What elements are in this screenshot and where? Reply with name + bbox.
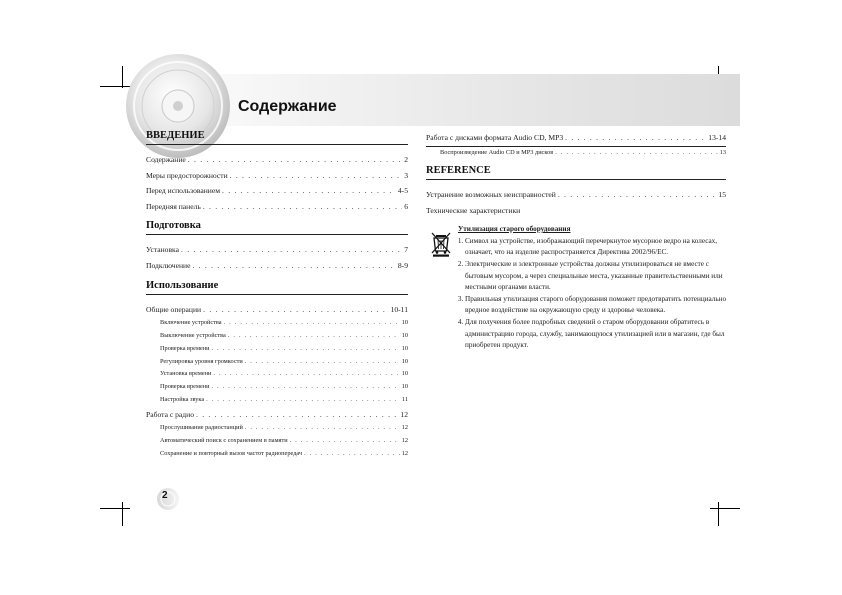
- leader-dots: [181, 242, 402, 258]
- toc-entry-label: Содержание: [146, 155, 186, 164]
- toc-entry-page: 10: [401, 370, 408, 378]
- toc-entry[interactable]: [146, 199, 408, 215]
- toc-entry-page: 10: [401, 344, 408, 352]
- leader-dots: [212, 343, 400, 356]
- crossed-bin-icon: [430, 231, 452, 257]
- toc-entry-label: Регулировка уровня громкости: [160, 357, 243, 365]
- leader-dots: [228, 330, 400, 343]
- toc-entry-label: Технические характеристики: [426, 205, 521, 215]
- toc-entry-page: 6: [404, 201, 408, 211]
- toc-entry-label: Меры предосторожности: [146, 170, 228, 180]
- crop-mark: [122, 502, 123, 526]
- toc-entry-label: Включение устройства: [160, 319, 222, 327]
- toc-entry-page: 2: [404, 155, 408, 164]
- toc-subentry[interactable]: [146, 394, 408, 407]
- leader-dots: [188, 152, 402, 168]
- toc-entry-page: 11: [401, 395, 408, 403]
- crop-mark: [718, 502, 719, 526]
- toc-entry-label: Выключение устройства: [160, 331, 226, 339]
- toc-entry[interactable]: [146, 168, 408, 184]
- leader-dots: [203, 302, 388, 318]
- leader-dots: [203, 199, 402, 215]
- leader-dots: [304, 448, 400, 461]
- toc-entry[interactable]: [146, 258, 408, 274]
- toc-list-prep: [146, 242, 408, 273]
- toc-entry-label: Проверка времени: [160, 344, 210, 352]
- toc-entry-page: 12: [401, 437, 408, 445]
- toc-subentry[interactable]: [146, 381, 408, 394]
- toc-entry-page: 12: [401, 449, 408, 457]
- toc-entry[interactable]: [146, 407, 408, 423]
- toc-entry-page: 10: [401, 357, 408, 365]
- disposal-item: 4. Для получения более подробных сведений о старом оборудовании обратитесь в администрацию города, службу, занимающуюся утилизацией или в магазин, где был приобретен продукт.: [465, 317, 728, 351]
- toc-entry-label: Общие операции: [146, 304, 202, 314]
- toc-entry-label: Воспроизведение Audio CD и MP3 дисков: [440, 148, 554, 156]
- toc-entry-page: 10: [401, 319, 408, 327]
- leader-dots: [224, 317, 400, 330]
- leader-dots: [212, 381, 400, 394]
- toc-entry-label: Передняя панель: [146, 201, 201, 211]
- leader-dots: [565, 130, 706, 146]
- toc-subentry[interactable]: [146, 448, 408, 461]
- leader-dots: [206, 394, 400, 407]
- section-heading-reference: REFERENCE: [426, 165, 726, 180]
- toc-entry-page: 3: [404, 170, 408, 180]
- toc-entry-label: Установка времени: [160, 370, 212, 378]
- toc-entry[interactable]: [426, 130, 726, 147]
- toc-entry-page: 7: [404, 245, 408, 255]
- toc-entry-label: Настройка звука: [160, 395, 205, 403]
- toc-left-column: [146, 130, 408, 461]
- toc-sublist-general: [146, 317, 408, 407]
- toc-entry-page: 8-9: [397, 260, 408, 270]
- leader-dots: [196, 407, 398, 423]
- disposal-heading: Утилизация старого оборудования: [458, 225, 571, 233]
- toc-sublist-disc: [426, 147, 726, 160]
- disposal-item: 1. Символ на устройстве, изображающий перечеркнутое мусорное ведро на колесах, означает, что на изделие распространяется Директива 2002/96/EC.: [465, 236, 728, 258]
- toc-entry-label: Подключение: [146, 260, 191, 270]
- toc-entry-page: 13-14: [708, 133, 726, 142]
- toc-sublist-radio: [146, 422, 408, 460]
- crop-mark: [100, 508, 130, 509]
- leader-dots: [558, 187, 717, 203]
- toc-entry[interactable]: [146, 183, 408, 199]
- toc-subentry[interactable]: [146, 435, 408, 448]
- toc-entry-page: 12: [400, 409, 408, 419]
- section-heading-usage: Использование: [146, 280, 408, 295]
- toc-subentry[interactable]: [146, 317, 408, 330]
- toc-list-reference: [426, 187, 726, 203]
- toc-entry-page: 4-5: [397, 186, 408, 196]
- leader-dots: [230, 168, 403, 184]
- leader-dots: [213, 368, 399, 381]
- toc-entry-label: Прослушивание радиостанций: [160, 424, 243, 432]
- toc-entry-label: Установка: [146, 245, 180, 255]
- leader-dots: [245, 422, 400, 435]
- toc-entry-label: Работа с радио: [146, 409, 194, 419]
- toc-subentry[interactable]: [146, 330, 408, 343]
- toc-list-intro: [146, 152, 408, 214]
- section-heading-prep: Подготовка: [146, 220, 408, 235]
- toc-entry-label: Устранение возможных неисправностей: [426, 190, 556, 200]
- leader-dots: [245, 356, 400, 369]
- toc-subentry[interactable]: [146, 356, 408, 369]
- toc-subentry[interactable]: [146, 343, 408, 356]
- toc-subentry[interactable]: [146, 422, 408, 435]
- disposal-item: 3. Правильная утилизация старого оборудования поможет предотвратить потенциально вредное воздействие на окружающую среду и здоровье человека.: [465, 294, 728, 316]
- toc-entry[interactable]: [146, 242, 408, 258]
- toc-entry-label: Автоматический поиск с сохранением в памяти: [160, 437, 288, 445]
- page-title: Содержание: [238, 98, 337, 115]
- leader-dots: [290, 435, 400, 448]
- toc-entry-label: Работа с дисками формата Audio CD, MP3: [426, 133, 564, 142]
- crop-mark: [710, 508, 740, 509]
- toc-subentry[interactable]: [146, 368, 408, 381]
- toc-right-column: [426, 130, 726, 219]
- toc-entry[interactable]: [426, 187, 726, 203]
- section-heading-intro: ВВЕДЕНИЕ: [146, 130, 408, 145]
- toc-entry-page: 10-11: [390, 304, 408, 314]
- toc-subentry[interactable]: [426, 147, 726, 160]
- toc-entry[interactable]: [146, 302, 408, 318]
- toc-entry[interactable]: [426, 203, 726, 219]
- disposal-notice: [428, 225, 728, 352]
- toc-entry-page: 10: [401, 383, 408, 391]
- page-number-badge: [148, 488, 188, 510]
- leader-dots: [192, 258, 395, 274]
- toc-entry[interactable]: [146, 152, 408, 168]
- page-number: 2: [162, 490, 168, 501]
- toc-entry-label: Проверка времени: [160, 383, 210, 391]
- toc-entry-page: 10: [401, 331, 408, 339]
- leader-dots: [555, 147, 717, 160]
- toc-entry-label: Сохранение и повторный вызов частот радиопередач: [160, 449, 303, 457]
- toc-entry-page: 12: [401, 424, 408, 432]
- disposal-item: 2. Электрические и электронные устройства должны утилизироваться не вместе с бытовым мусором, а через специальные места, указанные правительственными или местными органами власти.: [465, 259, 728, 293]
- toc-entry-page: 15: [718, 190, 726, 200]
- disposal-list: [428, 236, 728, 351]
- toc-entry-page: 13: [719, 148, 726, 156]
- toc-entry-label: Перед использованием: [146, 186, 221, 196]
- leader-dots: [222, 183, 396, 199]
